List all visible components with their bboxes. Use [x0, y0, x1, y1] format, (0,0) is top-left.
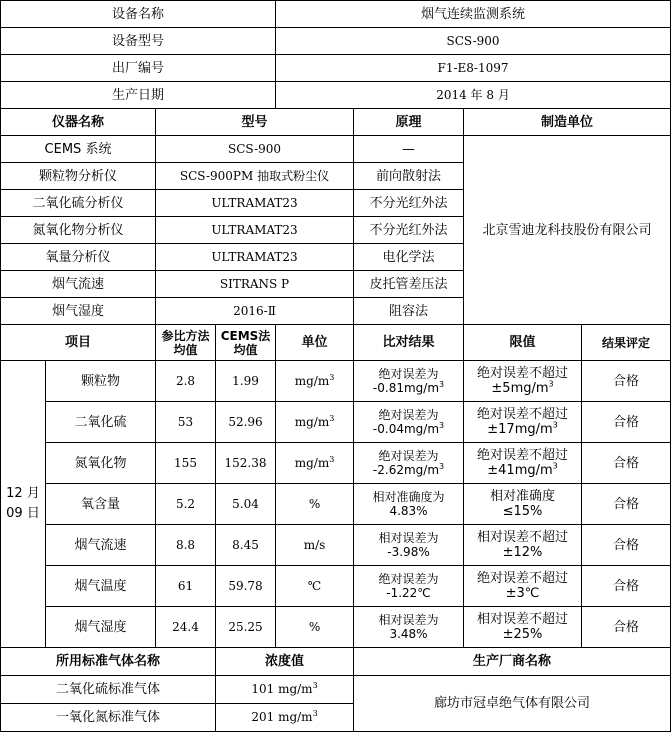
cell-text: 所用标准气体名称 [55, 654, 160, 669]
cell-text: 合格 [613, 619, 640, 635]
header-label [1, 82, 276, 109]
cell-text: 61 [177, 578, 194, 593]
gas-col-maker [354, 648, 671, 676]
cell-text: 氧含量 [80, 496, 120, 512]
cell-text: ±12% [502, 545, 543, 560]
cell-text: mg/m [294, 414, 330, 429]
comp-item [46, 443, 156, 484]
instrument-name [1, 136, 156, 163]
cell-text: ℃ [307, 578, 322, 593]
comp-unit [276, 525, 354, 566]
comp-result [354, 402, 464, 443]
cell-text: 颗粒物 [80, 373, 120, 389]
header-value [276, 1, 671, 28]
instrument-model [156, 217, 354, 244]
comp-cems [216, 607, 276, 648]
cell-text: 单位 [301, 335, 328, 350]
cell-text: 绝对误差为 [378, 408, 439, 422]
comp-ref [156, 607, 216, 648]
cell-text: m/s [303, 537, 326, 552]
comp-unit [276, 607, 354, 648]
cell-text: ±17mg/m [487, 422, 553, 437]
cell-text: 型号 [241, 114, 268, 130]
cell-text: 155 [174, 455, 197, 470]
cell-text: 二氧化硫标准气体 [55, 682, 160, 697]
cell-text: -3.98% [387, 545, 430, 559]
instrument-principle [354, 217, 464, 244]
comp-verdict [582, 443, 671, 484]
comp-item [46, 361, 156, 402]
cell-text: 氧量分析仪 [45, 249, 111, 265]
table-row [1, 1, 671, 28]
header-value-text: 烟气连续监测系统 [421, 6, 526, 22]
comp-result [354, 484, 464, 525]
comp-result [354, 525, 464, 566]
cell-text: 201 mg/m [251, 710, 313, 724]
cell-text: ±25% [502, 627, 543, 642]
comp-limit [464, 525, 582, 566]
table-row [1, 525, 671, 566]
instrument-model [156, 271, 354, 298]
table-row [1, 109, 671, 136]
header-label [1, 55, 276, 82]
cell-text: 合格 [613, 414, 640, 430]
instrument-principle [354, 163, 464, 190]
header-label-text: 设备名称 [112, 6, 165, 22]
instrument-name [1, 298, 156, 325]
cell-text: 相对误差为 [378, 531, 439, 545]
comp-result [354, 566, 464, 607]
cell-text: 浓度值 [265, 654, 305, 669]
comp-verdict [582, 484, 671, 525]
cell-text: 3.48% [389, 627, 428, 641]
cell-text: 不分光红外法 [369, 222, 448, 238]
header-value [276, 28, 671, 55]
cell-text: 阻容法 [389, 303, 429, 319]
instruments-col-model [156, 109, 354, 136]
cell-text: 二氧化硫分析仪 [32, 195, 124, 211]
cell-text: 2016-Ⅱ [233, 303, 276, 318]
header-value [276, 55, 671, 82]
comp-cems [216, 525, 276, 566]
comp-unit [276, 566, 354, 607]
comp-cems [216, 402, 276, 443]
table-row [1, 325, 671, 361]
cell-text: — [402, 141, 416, 157]
cell-text: 25.25 [228, 619, 263, 634]
instruments-col-principle [354, 109, 464, 136]
instrument-model [156, 163, 354, 190]
gas-name [1, 676, 216, 704]
table-row [1, 361, 671, 402]
cell-text: 59.78 [228, 578, 263, 593]
cell-text: 相对误差为 [378, 613, 439, 627]
superscript: 3 [312, 681, 318, 690]
cell-text: 合格 [613, 537, 640, 553]
cell-text: 颗粒物分析仪 [38, 168, 117, 184]
comp-ref [156, 361, 216, 402]
header-label [1, 28, 276, 55]
superscript: 3 [329, 372, 335, 382]
comp-ref [156, 443, 216, 484]
superscript: 3 [439, 421, 445, 430]
cell-text: ±41mg/m [487, 463, 553, 478]
cell-text: 比对结果 [382, 335, 435, 350]
comp-limit [464, 361, 582, 402]
cell-text: 5.2 [175, 496, 196, 511]
gas-name [1, 704, 216, 732]
cell-text: -2.62mg/m [372, 463, 440, 477]
cell-text: CEMS 系统 [44, 141, 112, 157]
gas-maker [354, 676, 671, 732]
comp-ref [156, 402, 216, 443]
cell-text: 4.83% [389, 504, 428, 518]
instrument-model [156, 136, 354, 163]
table-row [1, 484, 671, 525]
table-row [1, 136, 671, 163]
superscript: 3 [312, 709, 318, 718]
comp-col-cems [216, 325, 276, 361]
cell-text: 绝对误差为 [378, 449, 439, 463]
instrument-model [156, 190, 354, 217]
instrument-name [1, 244, 156, 271]
cell-text: SCS-900 [227, 141, 282, 156]
comp-col-item [1, 325, 156, 361]
header-value-text: F1-E8-1097 [437, 60, 509, 75]
cell-text: 101 mg/m [251, 682, 313, 696]
instrument-name [1, 190, 156, 217]
cell-text: 绝对误差不超过 [477, 407, 569, 422]
comp-col-limit [464, 325, 582, 361]
comp-ref [156, 566, 216, 607]
comp-verdict [582, 402, 671, 443]
cell-text: -0.81mg/m [372, 381, 440, 395]
cell-text: 廊坊市冠卓绝气体有限公司 [434, 696, 591, 711]
comp-verdict [582, 361, 671, 402]
comp-limit [464, 443, 582, 484]
cell-text: ≤15% [502, 504, 543, 519]
gas-col-name [1, 648, 216, 676]
header-label-text: 设备型号 [112, 33, 165, 49]
comp-verdict [582, 607, 671, 648]
comp-result [354, 607, 464, 648]
cell-text: 合格 [613, 373, 640, 389]
comp-item [46, 525, 156, 566]
cell-text: -1.22℃ [386, 586, 431, 600]
header-value-text: 2014 年 8 月 [436, 87, 510, 102]
cell-text: 合格 [613, 578, 640, 594]
header-value [276, 82, 671, 109]
table-row [1, 402, 671, 443]
cell-text: 皮托管差压法 [369, 276, 448, 292]
cell-text: 合格 [613, 455, 640, 471]
cell-text: ULTRAMAT23 [211, 249, 298, 264]
comp-ref [156, 525, 216, 566]
superscript: 3 [329, 413, 335, 423]
table-row [1, 82, 671, 109]
superscript: 3 [439, 462, 445, 471]
cell-text: 前向散射法 [376, 168, 442, 184]
comp-cems [216, 443, 276, 484]
cell-text: 结果评定 [602, 335, 651, 350]
cell-text: 8.45 [232, 537, 259, 552]
comp-col-result [354, 325, 464, 361]
cell-text: 北京雪迪龙科技股份有限公司 [482, 222, 652, 238]
cell-text: 原理 [395, 114, 422, 130]
cell-text: 2.8 [175, 373, 196, 388]
cell-text: 5.04 [232, 496, 259, 511]
instrument-principle [354, 190, 464, 217]
comp-col-ref [156, 325, 216, 361]
comp-verdict [582, 566, 671, 607]
cell-text: 烟气湿度 [51, 303, 104, 319]
cell-text: 绝对误差为 [378, 572, 439, 586]
cell-text: 氮氧化物 [74, 455, 127, 471]
cell-text: 相对准确度 [490, 489, 556, 504]
cell-text: 53 [177, 414, 194, 429]
cell-text: 24.4 [172, 619, 199, 634]
instrument-model [156, 244, 354, 271]
comp-unit [276, 443, 354, 484]
cell-text: SCS-900PM 抽取式粉尘仪 [179, 168, 330, 183]
cell-text: % [308, 496, 321, 511]
cell-text: ±5mg/m [491, 381, 549, 396]
comp-verdict [582, 525, 671, 566]
cell-text: mg/m [294, 373, 330, 388]
table-row [1, 607, 671, 648]
table-row [1, 55, 671, 82]
comp-unit [276, 402, 354, 443]
cell-text: ±3℃ [505, 586, 540, 601]
comp-col-unit [276, 325, 354, 361]
cell-text: 电化学法 [382, 249, 435, 265]
comp-item [46, 402, 156, 443]
cell-text: CEMS法均值 [220, 328, 271, 357]
cell-text: 绝对误差不超过 [477, 366, 569, 381]
instrument-name [1, 217, 156, 244]
cell-text: 烟气湿度 [74, 619, 127, 635]
cell-text: 52.96 [228, 414, 263, 429]
cell-text: 项目 [64, 335, 91, 350]
instruments-col-name [1, 109, 156, 136]
cell-text: 参比方法均值 [161, 328, 210, 357]
instruments-col-maker [464, 109, 671, 136]
cell-text: 相对误差不超过 [477, 612, 569, 627]
cell-text: 绝对误差不超过 [477, 448, 569, 463]
superscript: 3 [552, 420, 558, 430]
cell-text: 烟气流速 [74, 537, 127, 553]
instrument-maker [464, 136, 671, 325]
gas-col-conc [216, 648, 354, 676]
superscript: 3 [552, 461, 558, 471]
cell-text: 烟气流速 [51, 276, 104, 292]
cell-text: 合格 [613, 496, 640, 512]
cell-text: mg/m [294, 455, 330, 470]
table-row [1, 566, 671, 607]
cell-text: 相对误差不超过 [477, 530, 569, 545]
header-label [1, 1, 276, 28]
cell-text: 不分光红外法 [369, 195, 448, 211]
comp-limit [464, 402, 582, 443]
comp-cems [216, 361, 276, 402]
cell-text: 一氧化氮标准气体 [55, 710, 160, 725]
comp-item [46, 607, 156, 648]
cell-text: 氮氧化物分析仪 [32, 222, 124, 238]
cell-text: 1.99 [232, 373, 259, 388]
cell-text: 相对准确度为 [372, 490, 445, 504]
cell-text: 绝对误差为 [378, 367, 439, 381]
cell-text: ULTRAMAT23 [211, 222, 298, 237]
comp-cems [216, 484, 276, 525]
comp-cems [216, 566, 276, 607]
instrument-principle [354, 298, 464, 325]
header-label-text: 生产日期 [112, 87, 165, 103]
cell-text: 制造单位 [541, 114, 594, 130]
comp-item [46, 566, 156, 607]
test-date [1, 361, 46, 648]
superscript: 3 [548, 379, 554, 389]
instrument-principle [354, 271, 464, 298]
header-value-text: SCS-900 [446, 33, 500, 48]
comp-result [354, 361, 464, 402]
comp-unit [276, 361, 354, 402]
cell-text: 仪器名称 [51, 114, 104, 130]
comp-limit [464, 607, 582, 648]
table-row [1, 28, 671, 55]
cell-text: SITRANS P [219, 276, 290, 291]
superscript: 3 [439, 380, 445, 389]
cell-text: 8.8 [175, 537, 196, 552]
instrument-principle [354, 136, 464, 163]
cell-text: 烟气温度 [74, 578, 127, 594]
instrument-name [1, 163, 156, 190]
comp-item [46, 484, 156, 525]
comp-limit [464, 566, 582, 607]
comp-limit [464, 484, 582, 525]
cell-text: 限值 [509, 335, 536, 350]
header-label-text: 出厂编号 [112, 60, 165, 76]
cell-text: 绝对误差不超过 [477, 571, 569, 586]
gas-conc [216, 676, 354, 704]
cell-text: % [308, 619, 321, 634]
cell-text: 生产厂商名称 [473, 654, 552, 669]
cell-text: 152.38 [224, 455, 267, 470]
superscript: 3 [329, 454, 335, 464]
comp-ref [156, 484, 216, 525]
comp-unit [276, 484, 354, 525]
comp-col-verdict [582, 325, 671, 361]
gas-conc [216, 704, 354, 732]
instrument-principle [354, 244, 464, 271]
table-row [1, 443, 671, 484]
instrument-name [1, 271, 156, 298]
cell-text: 二氧化硫 [74, 414, 127, 430]
table-row [1, 648, 671, 676]
comp-result [354, 443, 464, 484]
table-row [1, 676, 671, 704]
test-date-text: 12 月 09 日 [6, 486, 40, 521]
instrument-model [156, 298, 354, 325]
cell-text: ULTRAMAT23 [211, 195, 298, 210]
cell-text: -0.04mg/m [372, 422, 440, 436]
